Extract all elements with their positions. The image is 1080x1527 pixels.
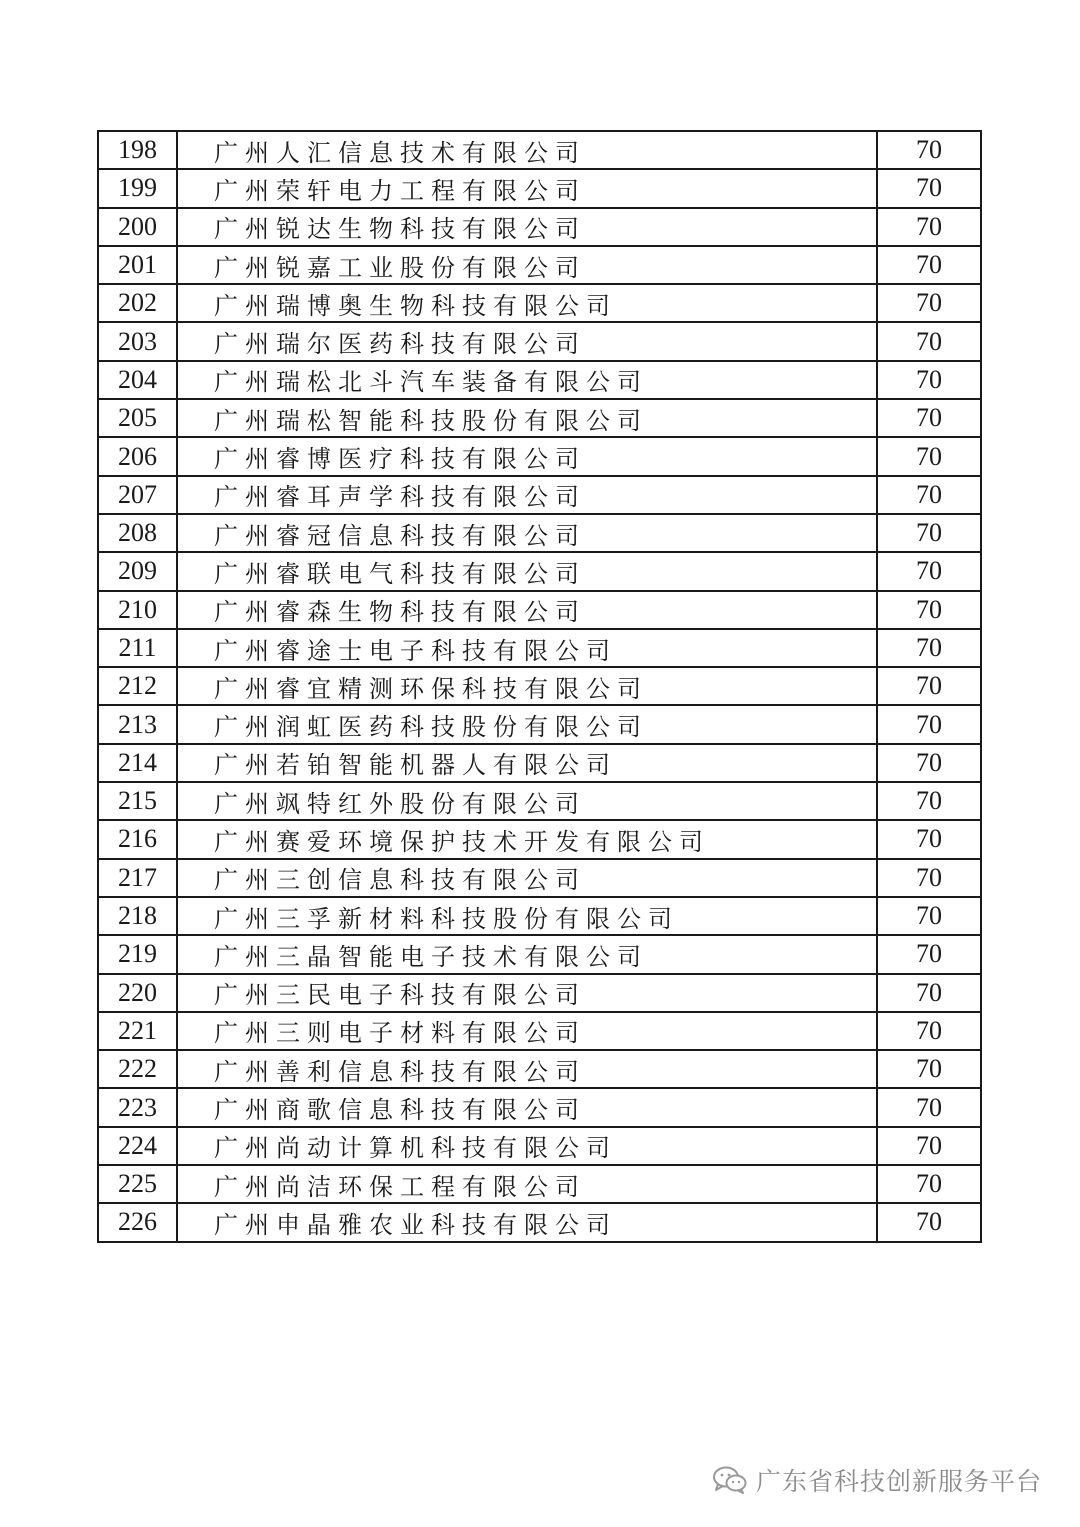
company-name: 广州锐达生物科技有限公司 <box>177 208 877 246</box>
table-row <box>98 935 981 973</box>
row-number: 212 <box>98 667 177 705</box>
score: 70 <box>877 246 981 284</box>
score: 70 <box>877 935 981 973</box>
score: 70 <box>877 361 981 399</box>
company-name: 广州尚动计算机科技有限公司 <box>177 1127 877 1165</box>
row-number: 207 <box>98 476 177 514</box>
company-name: 广州三则电子材料有限公司 <box>177 1012 877 1050</box>
table-row <box>98 705 981 743</box>
table-row <box>98 284 981 322</box>
row-number: 199 <box>98 169 177 207</box>
company-name: 广州三孚新材料科技股份有限公司 <box>177 897 877 935</box>
table-row <box>98 897 981 935</box>
table-row <box>98 1127 981 1165</box>
row-number: 226 <box>98 1203 177 1241</box>
table-row <box>98 169 981 207</box>
row-number: 219 <box>98 935 177 973</box>
row-number: 202 <box>98 284 177 322</box>
row-number: 208 <box>98 514 177 552</box>
company-name: 广州三晶智能电子技术有限公司 <box>177 935 877 973</box>
row-number: 223 <box>98 1088 177 1126</box>
table-row <box>98 782 981 820</box>
company-name: 广州睿耳声学科技有限公司 <box>177 476 877 514</box>
row-number: 214 <box>98 744 177 782</box>
table-row <box>98 1088 981 1126</box>
table-row <box>98 591 981 629</box>
company-name: 广州瑞尔医药科技有限公司 <box>177 322 877 360</box>
table-row <box>98 552 981 590</box>
company-name: 广州尚洁环保工程有限公司 <box>177 1165 877 1203</box>
score: 70 <box>877 476 981 514</box>
score: 70 <box>877 897 981 935</box>
row-number: 224 <box>98 1127 177 1165</box>
row-number: 220 <box>98 974 177 1012</box>
score: 70 <box>877 284 981 322</box>
table-row <box>98 131 981 169</box>
company-name: 广州润虹医药科技股份有限公司 <box>177 705 877 743</box>
company-name: 广州三民电子科技有限公司 <box>177 974 877 1012</box>
table-row <box>98 514 981 552</box>
company-name: 广州睿宜精测环保科技有限公司 <box>177 667 877 705</box>
row-number: 204 <box>98 361 177 399</box>
score: 70 <box>877 782 981 820</box>
score: 70 <box>877 744 981 782</box>
row-number: 218 <box>98 897 177 935</box>
score: 70 <box>877 859 981 897</box>
score: 70 <box>877 629 981 667</box>
score: 70 <box>877 399 981 437</box>
score: 70 <box>877 705 981 743</box>
watermark-text: 广东省科技创新服务平台 <box>755 1467 1042 1496</box>
row-number: 217 <box>98 859 177 897</box>
score: 70 <box>877 131 981 169</box>
row-number: 206 <box>98 437 177 475</box>
row-number: 209 <box>98 552 177 590</box>
company-name: 广州瑞博奥生物科技有限公司 <box>177 284 877 322</box>
score: 70 <box>877 169 981 207</box>
company-name: 广州飒特红外股份有限公司 <box>177 782 877 820</box>
company-name: 广州申晶雅农业科技有限公司 <box>177 1203 877 1241</box>
table-row <box>98 246 981 284</box>
company-name: 广州人汇信息技术有限公司 <box>177 131 877 169</box>
watermark <box>712 1462 1042 1498</box>
company-name: 广州商歌信息科技有限公司 <box>177 1088 877 1126</box>
row-number: 198 <box>98 131 177 169</box>
company-name: 广州睿冠信息科技有限公司 <box>177 514 877 552</box>
company-name: 广州睿联电气科技有限公司 <box>177 552 877 590</box>
row-number: 225 <box>98 1165 177 1203</box>
table-row <box>98 361 981 399</box>
score: 70 <box>877 208 981 246</box>
company-list-table <box>97 130 982 1243</box>
table-row <box>98 974 981 1012</box>
score: 70 <box>877 820 981 858</box>
company-name: 广州善利信息科技有限公司 <box>177 1050 877 1088</box>
row-number: 205 <box>98 399 177 437</box>
row-number: 200 <box>98 208 177 246</box>
company-name: 广州睿博医疗科技有限公司 <box>177 437 877 475</box>
company-name: 广州锐嘉工业股份有限公司 <box>177 246 877 284</box>
company-name: 广州荣轩电力工程有限公司 <box>177 169 877 207</box>
table-row <box>98 399 981 437</box>
table-row <box>98 476 981 514</box>
score: 70 <box>877 552 981 590</box>
table-row <box>98 667 981 705</box>
table-row <box>98 437 981 475</box>
row-number: 215 <box>98 782 177 820</box>
row-number: 210 <box>98 591 177 629</box>
row-number: 213 <box>98 705 177 743</box>
score: 70 <box>877 591 981 629</box>
score: 70 <box>877 1012 981 1050</box>
row-number: 222 <box>98 1050 177 1088</box>
company-name: 广州睿森生物科技有限公司 <box>177 591 877 629</box>
score: 70 <box>877 1165 981 1203</box>
company-name: 广州瑞松北斗汽车装备有限公司 <box>177 361 877 399</box>
score: 70 <box>877 437 981 475</box>
row-number: 211 <box>98 629 177 667</box>
table-row <box>98 1203 981 1241</box>
table-row <box>98 1165 981 1203</box>
row-number: 216 <box>98 820 177 858</box>
table-row <box>98 1050 981 1088</box>
table-row <box>98 859 981 897</box>
score: 70 <box>877 974 981 1012</box>
table-row <box>98 629 981 667</box>
score: 70 <box>877 667 981 705</box>
company-name: 广州若铂智能机器人有限公司 <box>177 744 877 782</box>
company-name: 广州三创信息科技有限公司 <box>177 859 877 897</box>
score: 70 <box>877 1127 981 1165</box>
table-body <box>98 131 981 1242</box>
table-row <box>98 322 981 360</box>
table-row <box>98 208 981 246</box>
wechat-icon <box>712 1465 748 1495</box>
table-row <box>98 1012 981 1050</box>
score: 70 <box>877 1203 981 1241</box>
table-row <box>98 820 981 858</box>
company-name: 广州瑞松智能科技股份有限公司 <box>177 399 877 437</box>
score: 70 <box>877 1050 981 1088</box>
score: 70 <box>877 322 981 360</box>
score: 70 <box>877 1088 981 1126</box>
company-name: 广州睿途士电子科技有限公司 <box>177 629 877 667</box>
score: 70 <box>877 514 981 552</box>
row-number: 203 <box>98 322 177 360</box>
table-row <box>98 744 981 782</box>
row-number: 221 <box>98 1012 177 1050</box>
company-name: 广州赛爱环境保护技术开发有限公司 <box>177 820 877 858</box>
row-number: 201 <box>98 246 177 284</box>
